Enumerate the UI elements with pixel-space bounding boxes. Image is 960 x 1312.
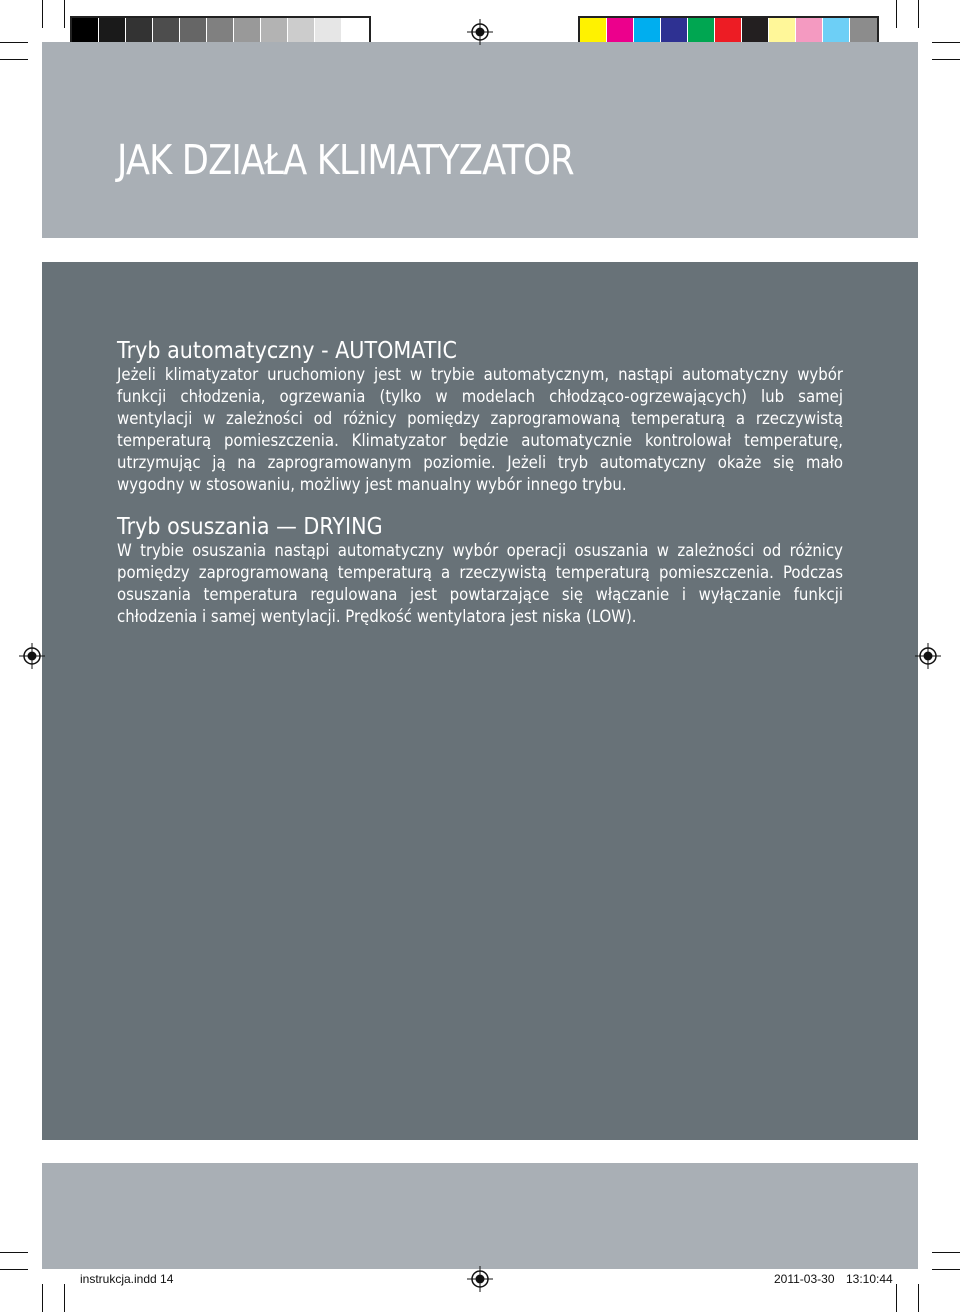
color-swatch <box>72 18 99 44</box>
crop-mark <box>0 42 28 43</box>
slug-date: 2011-03-30 <box>774 1272 835 1286</box>
slug-file: instrukcja.indd 14 <box>80 1272 174 1286</box>
crop-mark <box>932 1252 960 1253</box>
color-swatch <box>850 18 877 44</box>
section-heading: Tryb automatyczny - AUTOMATIC <box>117 338 458 364</box>
color-swatch <box>180 18 207 44</box>
crop-mark <box>64 0 65 28</box>
crop-mark <box>42 1284 43 1312</box>
crop-mark <box>932 42 960 43</box>
crop-mark <box>896 0 897 28</box>
color-swatch <box>261 18 288 44</box>
registration-mark-icon <box>19 643 45 669</box>
registration-mark-icon <box>467 1266 493 1292</box>
crop-mark <box>0 59 28 60</box>
page-title: JAK DZIAŁA KLIMATYZATOR <box>117 136 574 184</box>
crop-mark <box>896 1284 897 1312</box>
registration-mark-icon <box>467 19 493 45</box>
color-swatch <box>153 18 180 44</box>
color-swatch <box>315 18 342 44</box>
color-swatch <box>634 18 661 44</box>
color-swatch <box>823 18 850 44</box>
slug-time: 13:10:44 <box>846 1272 893 1286</box>
color-swatch <box>99 18 126 44</box>
color-swatch <box>607 18 634 44</box>
color-swatch <box>580 18 607 44</box>
color-swatch <box>796 18 823 44</box>
crop-mark <box>918 1284 919 1312</box>
section-automatic <box>117 338 843 496</box>
color-swatch <box>126 18 153 44</box>
crop-mark <box>932 59 960 60</box>
color-swatch <box>234 18 261 44</box>
color-swatch <box>661 18 688 44</box>
crop-mark <box>918 0 919 28</box>
crop-mark <box>932 1269 960 1270</box>
crop-mark <box>0 1269 28 1270</box>
section-heading: Tryb osuszania — DRYING <box>117 514 383 540</box>
registration-mark-icon <box>915 643 941 669</box>
footer-panel <box>42 1163 918 1269</box>
color-swatch <box>742 18 769 44</box>
crop-mark <box>42 0 43 28</box>
crop-mark <box>0 1252 28 1253</box>
color-swatch <box>715 18 742 44</box>
crop-mark <box>64 1284 65 1312</box>
color-swatch <box>288 18 315 44</box>
color-swatch <box>688 18 715 44</box>
color-swatch <box>342 18 369 44</box>
color-swatch <box>207 18 234 44</box>
section-body: W trybie osuszania nastąpi automatyczny wybór operacji osuszania w zależności od różnicy pomiędzy zaprogramowaną temperaturą a rzeczywistą temperaturą pomieszczenia. Podczas osuszania temperatura regulowana jest powtarzające się włączanie i wyłączanie funkcji chłodzenia i samej wentylacji. Prędkość wentylatora jest niska (LOW). <box>117 541 843 626</box>
color-swatch <box>769 18 796 44</box>
section-body: Jeżeli klimatyzator uruchomiony jest w trybie automatycznym, nastąpi automatyczny wybór funkcji chłodzenia, ogrzewania (tylko w modelach chłodząco-ogrzewających) lub samej wentylacji w zależności od różnicy pomiędzy zaprogramowaną temperaturą a rzeczywistą temperaturą pomieszczenia. Klimatyzator będzie automatycznie kontrolował temperaturę, utrzymując ją na zaprogramowanym poziomie. Jeżeli tryb automatyczny okaże się mało wygodny w stosowaniu, możliwy jest manualny wybór innego trybu. <box>117 365 843 494</box>
section-drying <box>117 514 843 628</box>
